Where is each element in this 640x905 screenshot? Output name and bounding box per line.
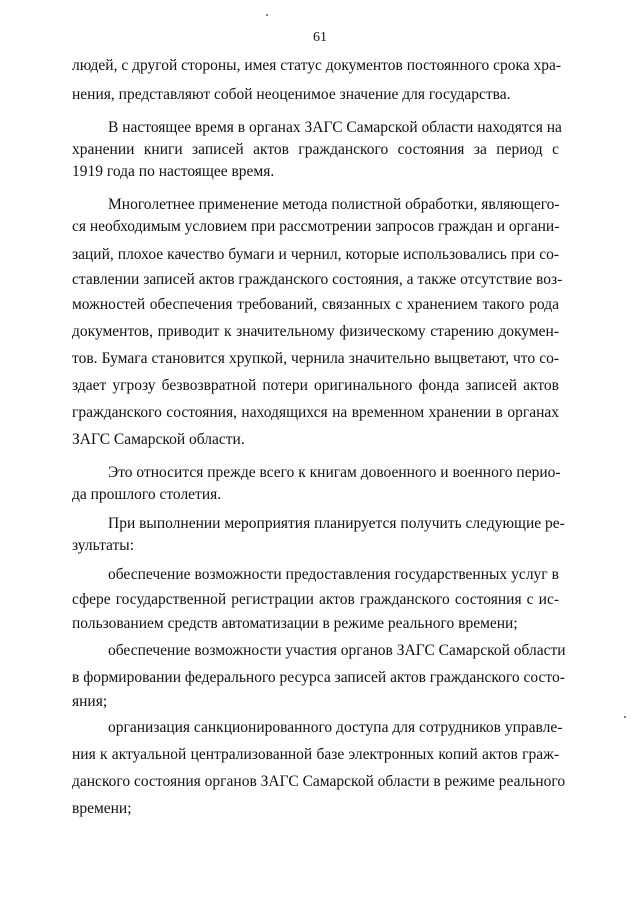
text-line: людей, с другой стороны, имея статус документов постоянного срока хра- <box>72 57 562 74</box>
text-line: ставлении записей актов гражданского состояния, а также отсутствие воз- <box>72 271 563 288</box>
text-line: Многолетнее применение метода полистной обработки, являющего- <box>108 196 560 213</box>
scan-speck <box>624 716 626 718</box>
text-line: сфере государственной регистрации актов гражданского состояния с ис- <box>72 591 559 608</box>
text-line: нения, представляют собой неоценимое значение для государства. <box>72 86 511 103</box>
text-line: зультаты: <box>72 537 135 554</box>
text-line: тов. Бумага становится хрупкой, чернила значительно выцветают, что со- <box>72 350 559 367</box>
text-line: гражданского состояния, находящихся на временном хранении в органах <box>72 404 559 421</box>
text-line: ся необходимым условием при рассмотрении запросов граждан и органи- <box>72 218 560 235</box>
text-line: документов, приводит к значительному физическому старению докумен- <box>72 323 559 340</box>
text-line: ния к актуальной централизованной базе электронных копий актов граж- <box>72 746 559 763</box>
text-line: хранении книги записей актов гражданского состояния за период с <box>72 141 559 158</box>
text-line: да прошлого столетия. <box>72 486 222 503</box>
text-line: обеспечение возможности предоставления государственных услуг в <box>108 566 559 583</box>
scan-speck <box>266 14 268 16</box>
text-line: обеспечение возможности участия органов ЗАГС Самарской области <box>108 642 566 659</box>
text-line: пользованием средств автоматизации в режиме реального времени; <box>72 615 518 632</box>
text-line: При выполнении мероприятия планируется получить следующие ре- <box>108 515 565 532</box>
text-line: В настоящее время в органах ЗАГС Самарской области находятся на <box>108 119 562 136</box>
text-line: яния; <box>72 693 108 710</box>
text-line: здает угрозу безвозвратной потери оригинального фонда записей актов <box>72 377 559 394</box>
text-line: ЗАГС Самарской области. <box>72 431 245 448</box>
text-line: Это относится прежде всего к книгам довоенного и военного перио- <box>108 464 561 481</box>
text-line: можностей обеспечения требований, связанных с хранением такого рода <box>72 296 559 313</box>
text-line: времени; <box>72 800 132 817</box>
text-line: 1919 года по настоящее время. <box>72 163 275 180</box>
page-number: 61 <box>313 30 327 45</box>
text-line: заций, плохое качество бумаги и чернил, которые использовались при со- <box>72 246 559 263</box>
text-line: данского состояния органов ЗАГС Самарской области в режиме реального <box>72 773 566 790</box>
text-line: в формировании федерального ресурса записей актов гражданского состо- <box>72 669 565 686</box>
text-line: организация санкционированного доступа для сотрудников управле- <box>108 719 563 736</box>
